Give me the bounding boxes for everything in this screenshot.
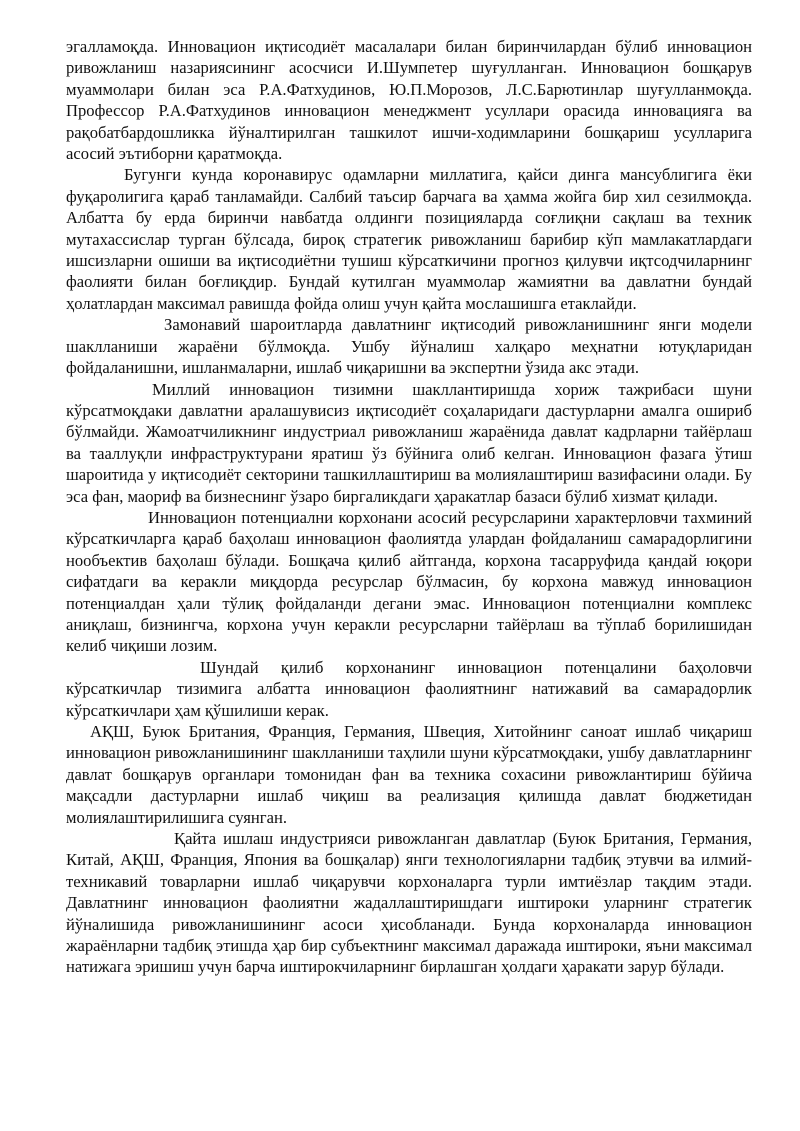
paragraph-national-innovation-system: Миллий инновацион тизимни шакллантиришда хориж тажрибаси шуни кўрсатмоқдаки давлатни аралашувисиз иқтисодиёт соҳаларидаги дастурларни амалга ошириб бўлмайди. Жамоатчиликнинг индустриал ривожланиш жараёнида давлат кадрларни тайёрлаш ва тааллуқли инфраструктурани яратиш ўз бўйнига олиб келган. Инновацион фазага ўтиш шароитида у иқтисодиёт секторини ташкиллаштириш ва молиялаштириш вазифасини олади. Бу эса фан, маориф ва бизнеснинг ўзаро биргаликдаги ҳаракатлар базаси бўлиб хизмат қилади. <box>66 379 752 506</box>
paragraph-innovation-theory: эгалламоқда. Инновацион иқтисодиёт масалалари билан биринчилардан бўлиб инновацион ривожланиш назариясининг асосчиси И.Шумпетер шуғулланган. Инновацион бошқарув муаммолари билан эса Р.А.Фатхудинов, Ю.П.Морозов, Л.С.Барютинлар шуғулланмоқда. Профессор Р.А.Фатхудинов инновацион менеджмент усуллари орасида инновацияга ва рақобатбардошликка йўналтирилган ташкилот ишчи-ходимларини бошқариш усулларига асосий эътиборни қаратмоқда. <box>66 37 752 164</box>
paragraph-processing-industry: Қайта ишлаш индустрияси ривожланган давлатлар (Буюк Британия, Германия, Китай, АҚШ, Франция, Япония ва бошқалар) янги технологияларни тадбиқ этувчи ва илмий-техникавий товарларни ишлаб чиқарувчи корхоналарга турли имтиёзлар тақдим этади. Давлатнинг инновацион фаолиятни жадаллаштиришдаги иштироки уларнинг стратегик йўналишида ривожланишининг асоси ҳисобланади. Бунда корхоналарда инновацион жараёнларни тадбиқ этишда ҳар бир субъектнинг максимал даражада иштироки, яъни максимал натижага эришиш учун барча иштирокчиларнинг бирлашган ҳолдаги ҳаракати зарур бўлади. <box>66 829 752 977</box>
paragraph-foreign-experience: АҚШ, Буюк Британия, Франция, Германия, Швеция, Хитойнинг саноат ишлаб чиқариш инновацион ривожланишининг шаклланиши таҳлили шуни кўрсатмоқдаки, ушбу давлатларнинг давлат бошқарув органлари томонидан фан ва техника сохасини ривожлантириш бўйича мақсадли дастурларни ишлаб чиқиш ва реализация қилишда давлат бюджетидан молиялаштирилишига суянган. <box>66 722 752 827</box>
paragraph-coronavirus: Бугунги кунда коронавирус одамларни миллатига, қайси динга мансублигига ёки фуқаролигига қараб танламайди. Салбий таъсир барчага ва ҳамма жойга бир хил сезилмоқда. Албатта бу ерда биринчи навбатда олдинги позицияларда соғлиқни сақлаш ва техник мутахассислар турган бўлсада, бироқ стратегик ривожланиш барибир кўп мамлакатлардаги ишсизларни ошиши ва иқтисодиётни тушиш кўрсаткичини прогноз қилувчи иқтсодчиларнинг фаолияти билан боғлиқдир. Бундай кутилган муаммолар жамиятни ва давлатни бундай ҳолатлардан максимал равишда фойда олиш учун қайта мослашишга етаклайди. <box>66 165 752 313</box>
paragraph-innovation-potential: Инновацион потенциални корхонани асосий ресурсларини характерловчи тахминий кўрсаткичларга қараб баҳолаш инновацион фаолиятда улардан фойдаланиш самарадорлигини нообъектив баҳолаш бўлади. Бошқача қилиб айтганда, корхона тасарруфида қандай юқори сифатдаги ва керакли миқдорда ресурслар бўлмасин, бу корхона мавжуд инновацион потенциалдан ҳали тўлиқ фойдаланди дегани эмас. Инновацион потенциални комплекс аниқлаш, бизнингча, корхона учун керакли ресурсларни тайёрлаш ва тўплаб борилишидан келиб чиқиши лозим. <box>66 507 752 656</box>
paragraph-economic-model: Замонавий шароитларда давлатнинг иқтисодий ривожланишнинг янги модели шаклланиши жараёни бўлмоқда. Ушбу йўналиш халқаро меҳнатни ютуқларидан фойдаланишни, ишланмаларни, ишлаб чиқаришни ва экспертни ўзида акс этади. <box>66 315 752 378</box>
paragraph-evaluation-indicators: Шундай қилиб корхонанинг инновацион потенцалини баҳоловчи кўрсаткичлар тизимига албатта инновацион фаолиятнинг натижавий ва самарадорлик кўрсаткичлари ҳам қўшилиши керак. <box>66 657 752 720</box>
